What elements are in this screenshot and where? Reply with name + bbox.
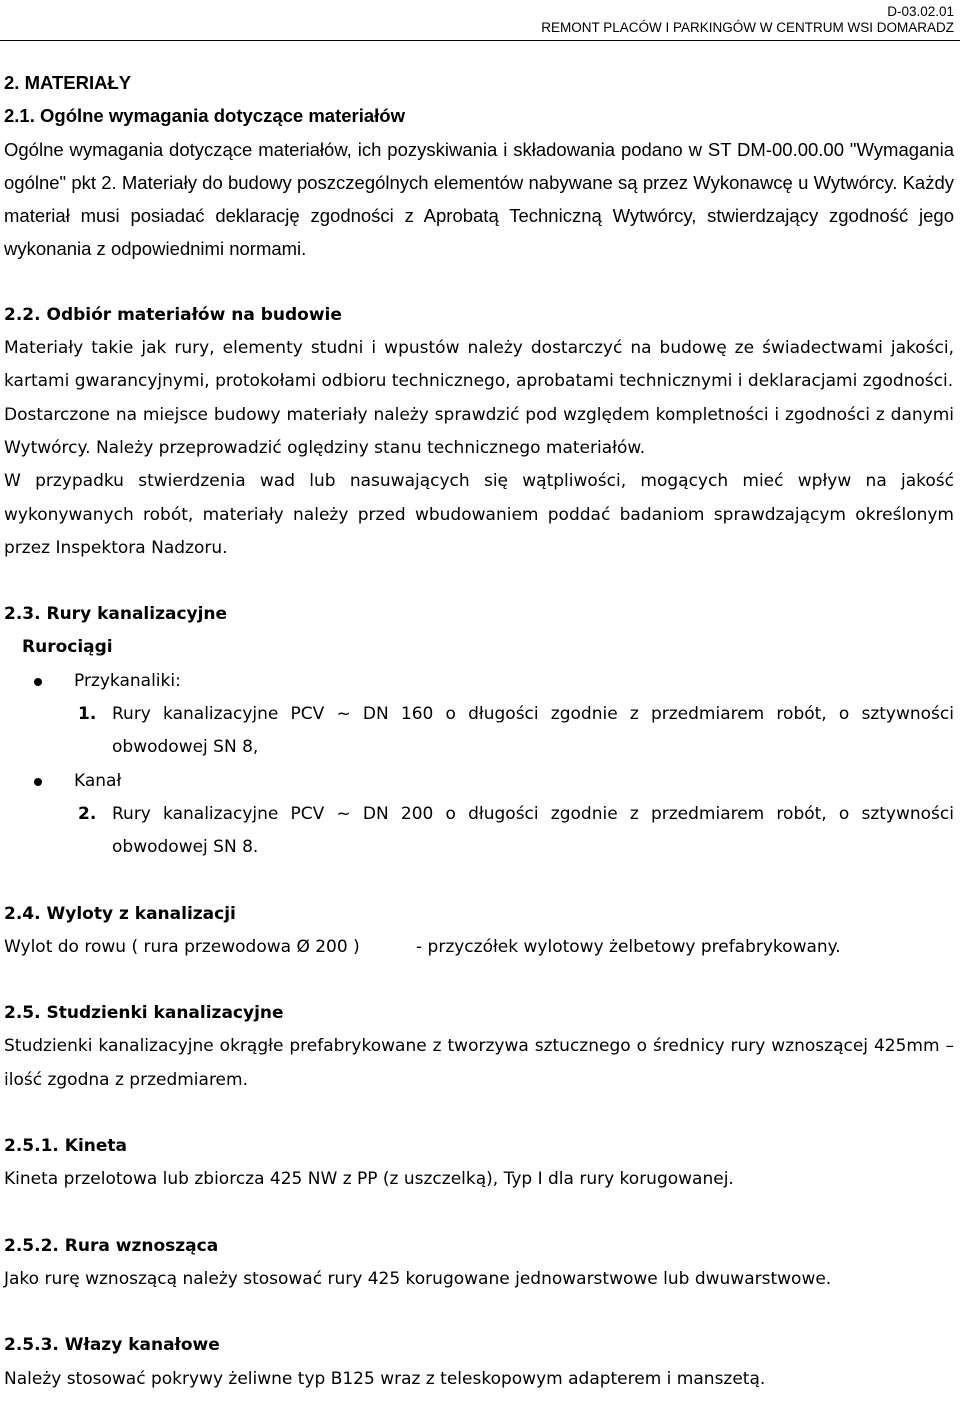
bullet-label: Kanał [74,770,122,791]
bullet-icon [34,678,42,686]
section-heading-2-5-3: 2.5.3. Włazy kanałowe [4,1335,220,1356]
section-heading-2-4: 2.4. Wyloty z kanalizacji [4,903,236,924]
item-number: 2. [78,803,97,824]
spacer [4,964,954,997]
bullet-icon [34,778,42,786]
item-text: Rury kanalizacyjne PCV ~ DN 160 o długości zgodnie z przedmiarem robót, o sztywności obwodowej SN 8, [112,704,954,758]
chapter-heading: 2. MATERIAŁY [4,72,132,93]
section-2-5-2-paragraph: Jako rurę wznoszącą należy stosować rury 425 korugowane jednowarstwowe lub dwuwarstwowe. [4,1268,832,1289]
section-2-5-3-paragraph: Należy stosować pokrywy żeliwne typ B125 wraz z teleskopowym adapterem i manszetą. [4,1368,766,1389]
bullet-label: Przykanaliki: [74,670,181,691]
section-heading-2-2: 2.2. Odbiór materiałów na budowie [4,304,342,325]
list-item [4,798,954,865]
spacer [4,1296,954,1329]
wylot-left-text: Wylot do rowu ( rura przewodowa Ø 200 ) [4,936,360,957]
wylot-right-text: - przyczółek wylotowy żelbetowy prefabrykowany. [416,936,841,957]
section-2-5-paragraph: Studzienki kanalizacyjne okrągłe prefabrykowane z tworzywa sztucznego o średnicy rury wznoszącej 425mm – ilość zgodna z przedmiarem. [4,1036,954,1090]
section-heading-2-5-2: 2.5.2. Rura wznosząca [4,1235,219,1256]
spacer [4,1097,954,1130]
subheading-rurociagi: Rurociągi [22,637,113,658]
section-heading-2-5: 2.5. Studzienki kanalizacyjne [4,1003,284,1024]
section-2-1-paragraph: Ogólne wymagania dotyczące materiałów, ich pozyskiwania i składowania podano w ST DM-00.00.00 "Wymagania ogólne" pkt 2. Materiały do budowy poszczególnych elementów nabywane są przez Wykonawcę u Wytwórcy. Każdy materiał musi posiadać deklarację zgodności z Aprobatą Techniczną Wytwórcy, stwierdzający zgodność jego wykonania z odpowiednimi normami. [4,138,954,260]
section-heading-2-3: 2.3. Rury kanalizacyjne [4,604,228,625]
document-code: D-03.02.01 [887,4,954,19]
list-item [4,765,954,798]
section-2-2-paragraph-1: Materiały takie jak rury, elementy studni i wpustów należy dostarczyć na budowę ze świadectwami jakości, kartami gwarancyjnymi, protokołami odbioru technicznego, aprobatami technicznymi i deklaracjami zgodności. [4,338,954,392]
spacer [4,565,954,598]
list-item [4,698,954,765]
item-number: 1. [78,704,97,725]
section-2-5-1-paragraph: Kineta przelotowa lub zbiorcza 425 NW z PP (z uszczelką), Typ I dla rury korugowanej. [4,1169,734,1190]
document-body [4,66,954,1396]
item-text: Rury kanalizacyjne PCV ~ DN 200 o długości zgodnie z przedmiarem robót, o sztywności obwodowej SN 8. [112,803,954,858]
section-heading-2-5-1: 2.5.1. Kineta [4,1136,128,1157]
spacer [4,1197,954,1230]
section-2-4-line [4,931,954,964]
section-2-2-paragraph-3: W przypadku stwierdzenia wad lub nasuwających się wątpliwości, mogących mieć wpływ na jakość wykonywanych robót, materiały należy przed wbudowaniem poddać badaniom sprawdzającym określonym przez Inspektora Nadzoru. [4,471,954,558]
spacer [4,266,954,299]
section-heading-2-1: 2.1. Ogólne wymagania dotyczące materiałów [4,105,405,127]
header-divider [0,40,960,41]
page-header [541,4,954,36]
spacer [4,865,954,898]
list-item [4,665,954,698]
document-title: REMONT PLACÓW I PARKINGÓW W CENTRUM WSI DOMARADZ [541,20,954,35]
section-2-2-paragraph-2: Dostarczone na miejsce budowy materiały należy sprawdzić pod względem kompletności i zgodności z danymi Wytwórcy. Należy przeprowadzić oględziny stanu technicznego materiałów. [4,404,954,458]
